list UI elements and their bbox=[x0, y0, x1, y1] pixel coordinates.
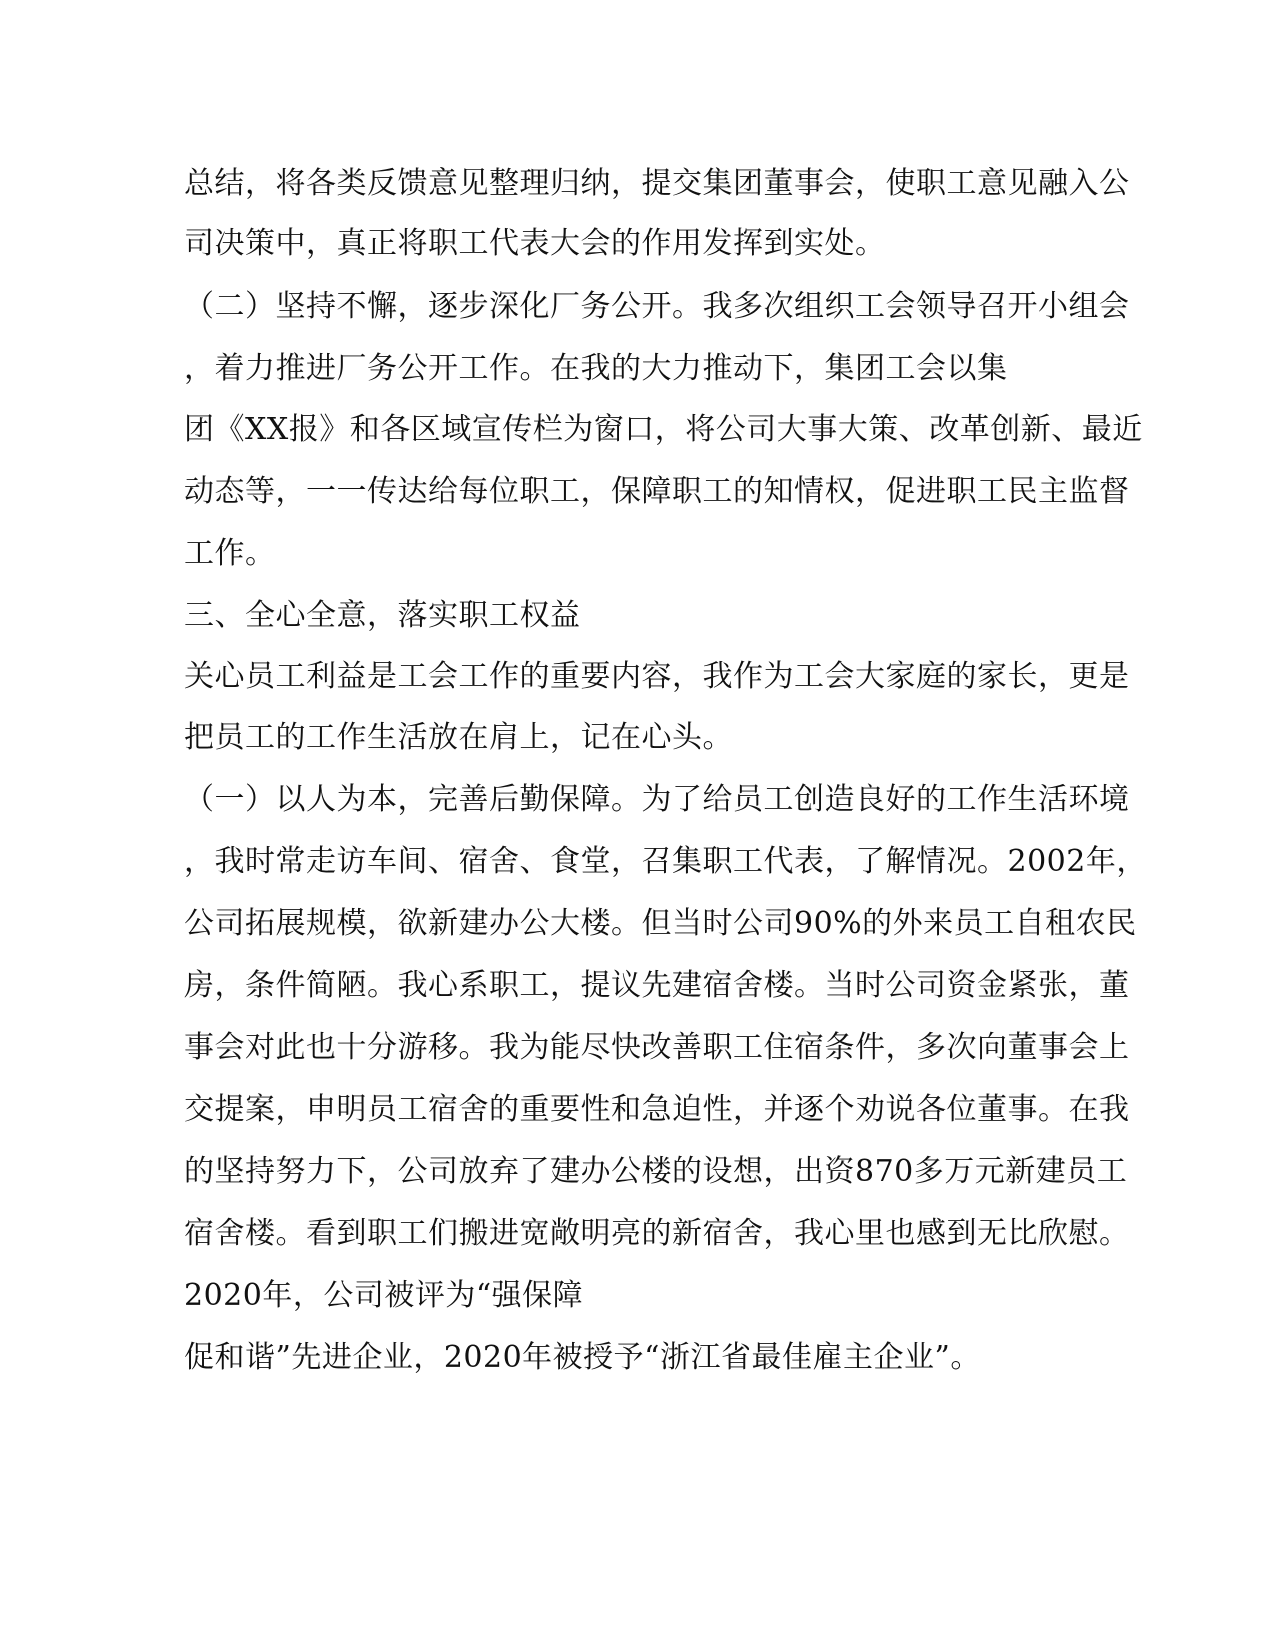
text-line-10: 把员工的工作生活放在肩上，记在心头。 bbox=[184, 720, 733, 755]
text-line-20: 促和谐”先进企业，2020年被授予“浙江省最佳雇主企业”。 bbox=[184, 1340, 981, 1375]
text-line-18: 宿舍楼。看到职工们搬进宽敞明亮的新宿舍，我心里也感到无比欣慰。 bbox=[184, 1216, 1130, 1251]
text-line-17: 的坚持努力下，公司放弃了建办公楼的设想，出资870多万元新建员工 bbox=[184, 1154, 1128, 1189]
text-line-7: 工作。 bbox=[184, 536, 276, 571]
text-line-16: 交提案，申明员工宿舍的重要性和急迫性，并逐个劝说各位董事。在我 bbox=[184, 1092, 1130, 1127]
text-line-3: （二）坚持不懈，逐步深化厂务公开。我多次组织工会领导召开小组会 bbox=[184, 289, 1130, 324]
text-line-2: 司决策中，真正将职工代表大会的作用发挥到实处。 bbox=[184, 226, 886, 261]
text-line-15: 事会对此也十分游移。我为能尽快改善职工住宿条件，多次向董事会上 bbox=[184, 1030, 1130, 1065]
text-line-11: （一）以人为本，完善后勤保障。为了给员工创造良好的工作生活环境 bbox=[184, 782, 1130, 817]
section-heading: 三、全心全意，落实职工权益 bbox=[184, 598, 581, 633]
text-line-12: ，我时常走访车间、宿舍、食堂，召集职工代表，了解情况。2002年， bbox=[184, 844, 1147, 879]
text-line-6: 动态等，一一传达给每位职工，保障职工的知情权，促进职工民主监督 bbox=[184, 474, 1130, 509]
text-line-14: 房，条件简陋。我心系职工，提议先建宿舍楼。当时公司资金紧张，董 bbox=[184, 968, 1130, 1003]
text-line-1: 总结，将各类反馈意见整理归纳，提交集团董事会，使职工意见融入公 bbox=[184, 166, 1130, 201]
text-line-5: 团《XX报》和各区域宣传栏为窗口，将公司大事大策、改革创新、最近 bbox=[184, 412, 1143, 447]
text-line-19: 2020年，公司被评为“强保障 bbox=[184, 1278, 584, 1313]
text-line-9: 关心员工利益是工会工作的重要内容，我作为工会大家庭的家长，更是 bbox=[184, 659, 1130, 694]
text-line-13: 公司拓展规模，欲新建办公大楼。但当时公司90%的外来员工自租农民 bbox=[184, 906, 1137, 941]
text-line-4: ，着力推进厂务公开工作。在我的大力推动下，集团工会以集 bbox=[184, 351, 1008, 386]
